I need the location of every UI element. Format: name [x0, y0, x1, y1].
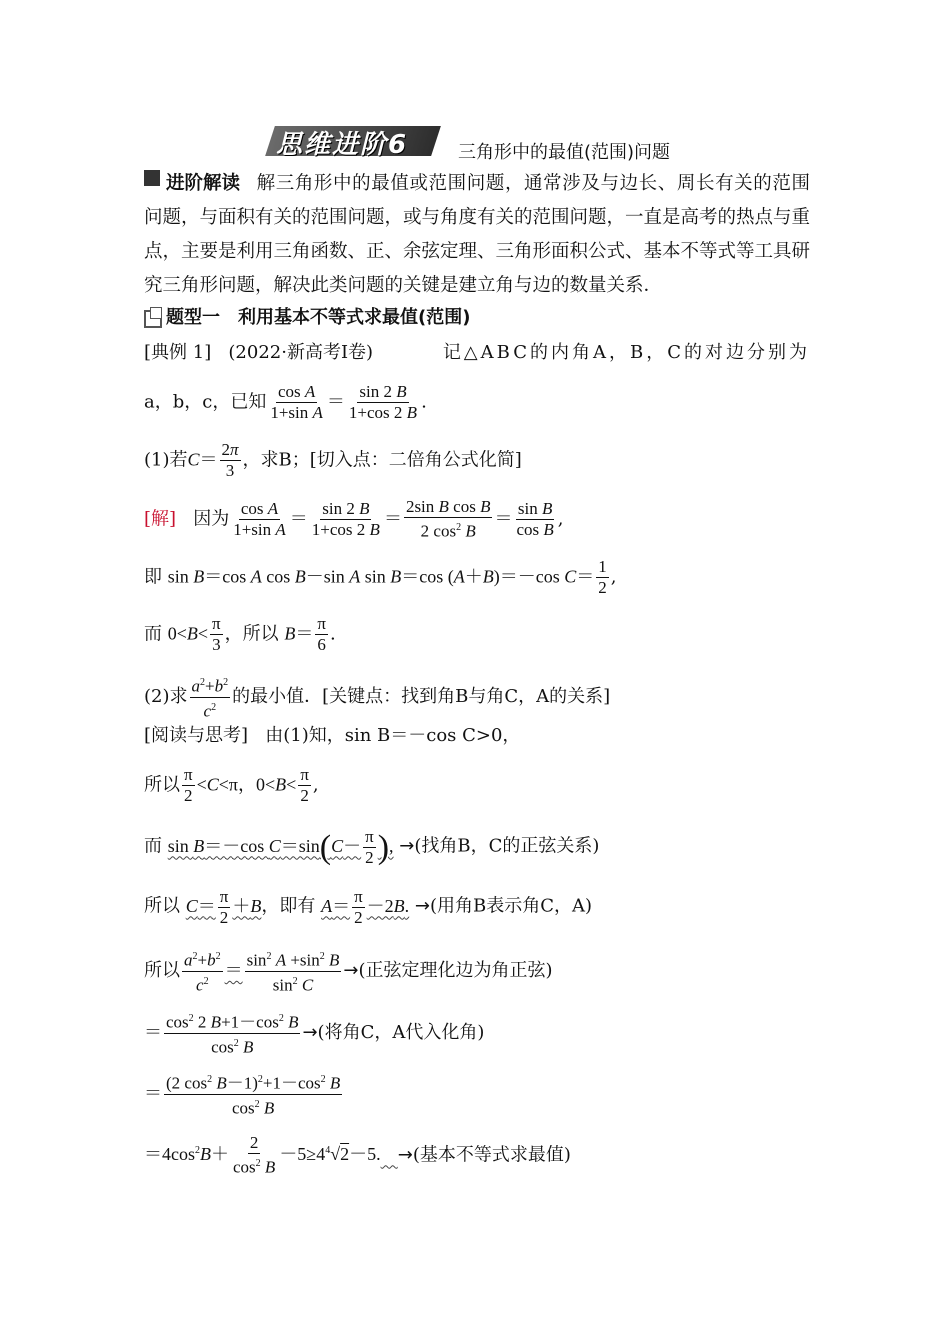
derivation-line6: ＝ $\frac{(2 \cos^2 B-1)^2+1-\cos^2 B}{\cos^2 B}$ [144, 1070, 344, 1118]
intro-tag: 进阶解读 [144, 167, 240, 201]
solution-line1: [解] 因为 $\frac{\text{cos A}}{\text{1+sin A}}$ ＝ $\frac{\sin 2 B}{1+\cos 2 B}$ ＝ $\frac{\text{2sin B cos B}}{2 \cos^2 B}$ ＝ $\frac{\text{sin B}}{\text{cos B}}$ , [144, 497, 564, 541]
derivation-line4: 所以 $\frac{a^2+b^2}{c^2}$ ＝ $\frac{\sin^2 A +\sin^2 B}{\sin^2 C}$ →(正弦定理化边为角正弦) [144, 947, 553, 995]
example-stem-a: 记△ABC的内角A，B，C的对边分别为 [442, 342, 810, 363]
solution-line3: 而 0<B< $\frac{\pi}{3}$ ，所以 B＝ $\frac{\pi}{6}$ . [144, 614, 336, 654]
part2-question: (2)求 $\frac{a^2+b^2}{c^2}$ 的最小值．[关键点：找到角B与角C，A的关系] [144, 673, 610, 721]
reading-line: [阅读与思考] 由(1)知，sin B＝－cos C>0， [144, 725, 521, 746]
banner-label: 思维进阶6 [276, 130, 409, 160]
derivation-line7: $=4\cos^2B+$ $\frac{2}{\cos^2 B}$ $-5\ge 4^4√2-5$. →(基本不等式求最值) [144, 1133, 571, 1177]
section-banner [270, 122, 436, 158]
copy-icon [144, 310, 162, 328]
example-label: [典例 1] [144, 342, 212, 363]
reading-label: [阅读与思考] [144, 725, 249, 746]
solution-label: [解] [144, 508, 177, 530]
derivation-line2: 而 sin B＝－cos C＝sin(C－ $\frac{\pi}{2}$ ), →(找角B，C的正弦关系) [144, 827, 600, 867]
part1-question: (1)若C＝ $\frac{2\pi}{3}$ ，求B；[切入点：二倍角公式化简] [144, 440, 522, 480]
page-title: 三角形中的最值(范围)问题 [458, 142, 671, 163]
derivation-line3: 所以 C＝ $\frac{\pi}{2}$ ＋B，即有 A＝ $\frac{\pi}{2}$ －2B. →(用角B表示角C，A) [144, 887, 593, 927]
example-stem-line1 [144, 341, 810, 365]
intro-text: 解三角形中的最值或范围问题，通常涉及与边长、周长有关的范围问题，与面积有关的范围问题，或与角度有关的范围问题，一直是高考的热点与重点，主要是利用三角函数、正、余弦定理、三角形面积公式、基本不等式等工具研究三角形问题，解决此类问题的关键是建立角与边的数量关系． [144, 173, 811, 296]
derivation-line1: 所以 $\frac{\pi}{2}$ <C<π，0<B< $\frac{\pi}{2}$ , [144, 765, 319, 805]
example-stem-line2: a，b，c，已知 $\frac{\text{cos A}}{\text{1+sin A}}$ ＝ $\frac{\sin 2 B}{1+\cos 2 B}$ . [144, 382, 427, 422]
example-source: (2022·新高考Ⅰ卷) [228, 342, 374, 363]
derivation-line5: ＝ $\frac{\cos^2 2 B+1-\cos^2 B}{\cos^2 B}$ →(将角C，A代入化角) [144, 1009, 484, 1057]
solution-line2: 即 sin B＝cos A cos B－sin A sin B＝cos (A＋B)＝－cos C＝ $\frac{1}{2}$ , [144, 557, 617, 597]
section-heading: 题型一 利用基本不等式求最值(范围) [144, 306, 470, 330]
intro-paragraph [144, 167, 810, 303]
square-icon [144, 170, 160, 186]
